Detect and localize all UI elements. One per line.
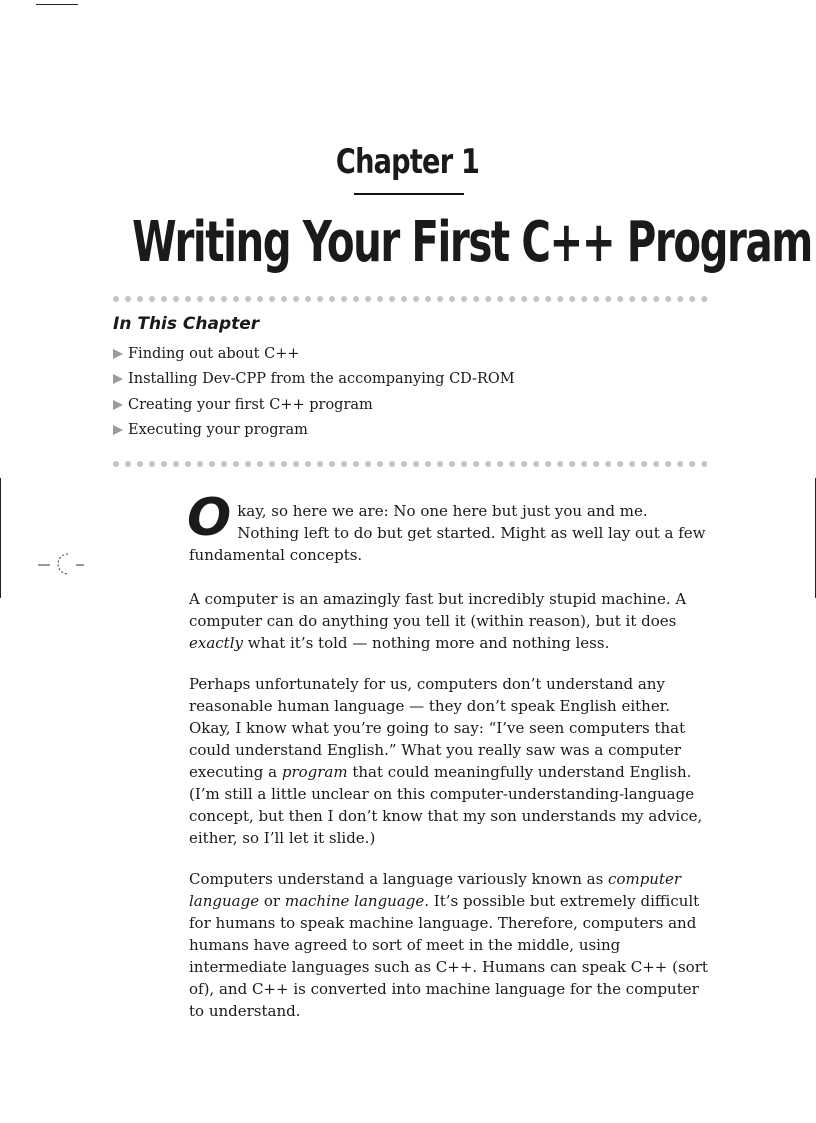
list-item: Finding out about C++ bbox=[110, 341, 515, 367]
dotted-divider-top bbox=[112, 294, 708, 304]
arrow-bullet-icon bbox=[110, 398, 126, 412]
arrow-bullet-icon bbox=[110, 372, 126, 386]
dotted-divider-bottom bbox=[112, 459, 708, 469]
chapter-number: Chapter 1 bbox=[336, 142, 480, 182]
in-this-chapter-heading: In This Chapter bbox=[113, 314, 260, 334]
registration-mark-icon bbox=[38, 548, 94, 578]
crop-mark-top bbox=[36, 4, 78, 5]
list-item: Installing Dev-CPP from the accompanying CD-ROM bbox=[110, 367, 515, 393]
arrow-bullet-icon bbox=[110, 347, 126, 361]
body-text bbox=[187, 488, 709, 1041]
list-item: Creating your first C++ program bbox=[110, 392, 515, 418]
paragraph: Okay, so here we are: No one here but just you and me. Nothing left to do but get started. Might as well lay out a few fundamental concepts. bbox=[187, 488, 706, 564]
chapter-rule bbox=[354, 193, 464, 195]
chapter-title: Writing Your First C++ Program bbox=[132, 210, 812, 275]
crop-mark-left bbox=[0, 478, 1, 598]
arrow-bullet-icon bbox=[110, 423, 126, 437]
paragraph: A computer is an amazingly fast but incredibly stupid machine. A computer can do anything you tell it (within reason), but it does exactly what it’s told — nothing more and nothing less. bbox=[189, 590, 687, 652]
paragraph: Perhaps unfortunately for us, computers don’t understand any reasonable human language — they don’t speak English either. Okay, I know what you’re going to say: “I’ve seen computers that could understand English.” What you really saw was a computer executing a program that could meaningfully understand English. (I’m still a little unclear on this computer-understanding-language concept, but then I don’t know that my son understands my advice, either, so I’ll let it slide.) bbox=[189, 675, 703, 847]
list-item: Executing your program bbox=[110, 418, 515, 444]
drop-cap: O bbox=[187, 488, 232, 548]
chapter-topics-list bbox=[110, 341, 515, 443]
paragraph: Computers understand a language variously known as computer language or machine language. It’s possible but extremely difficult for humans to speak machine language. Therefore, computers and humans have agreed to sort of meet in the middle, using intermediate languages such as C++. Humans can speak C++ (sort of), and C++ is converted into machine language for the computer to understand. bbox=[189, 870, 708, 1020]
